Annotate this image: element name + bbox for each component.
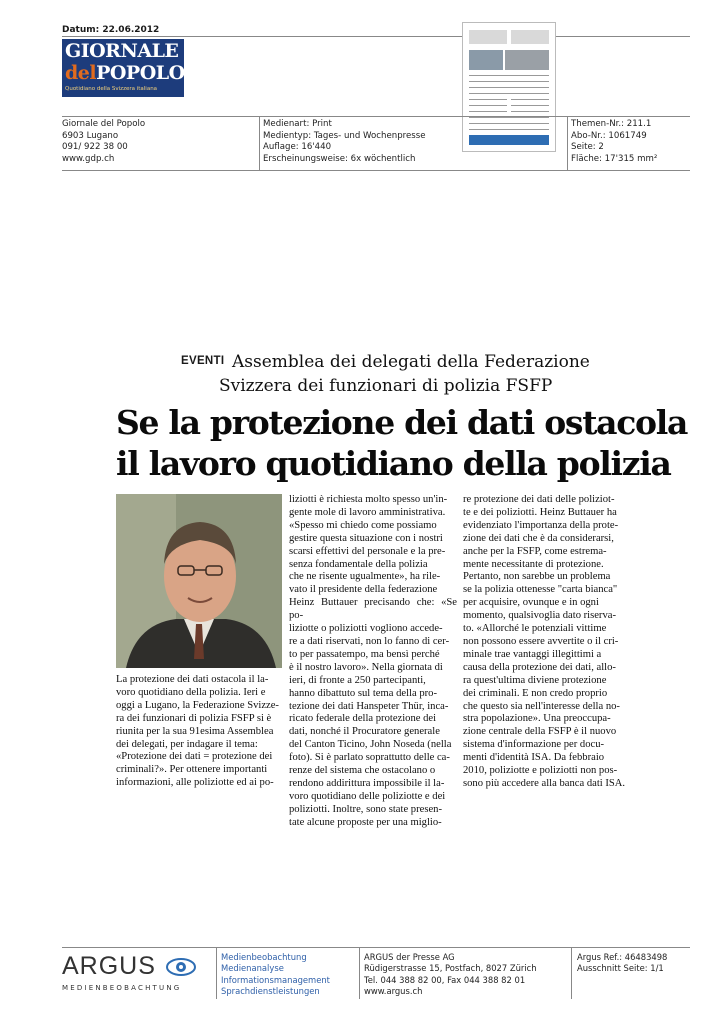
article-photo xyxy=(116,494,282,668)
article-column-1: La protezione dei dati ostacola il la- voro quotidiano della polizia. Ieri e oggi a Lugano, la Federazione Svizze- ra dei funzionari di polizia FSFP si è riunita per la sua 91esima Assemblea dei delegati, per indagare il tema: «Protezione dei dati = protezione dei criminali?». Per ottenere importanti informazioni, alle poliziotte ed ai po- xyxy=(116,674,279,789)
header-mid-rule xyxy=(62,116,690,117)
argus-address: ARGUS der Presse AG Rüdigerstrasse 15, Postfach, 8027 Zürich Tel. 044 388 82 00, Fax 044 388 82 01 www.argus.ch xyxy=(364,952,537,996)
header-top-rule xyxy=(62,36,690,37)
article-title-line2: il lavoro quotidiano della polizia xyxy=(116,444,671,483)
article-subtitle-line1: Assemblea dei delegati della Federazione xyxy=(232,352,590,372)
argus-tagline: MEDIENBEOBACHTUNG xyxy=(62,984,182,992)
argus-references: Argus Ref.: 46483498 Ausschnitt Seite: 1/1 xyxy=(577,952,668,974)
argus-services: Medienbeobachtung Medienanalyse Informationsmanagement Sprachdienstleistungen xyxy=(221,952,330,996)
media-info: Medienart: Print Medientyp: Tages- und Wochenpresse Auflage: 16'440 Erscheinungsweise: 6x wöchentlich xyxy=(263,119,426,164)
argus-logo: ARGUS xyxy=(62,952,196,981)
article-title-line1: Se la protezione dei dati ostacola xyxy=(116,403,688,442)
article-column-3: re protezione dei dati delle poliziot- te e dei poliziotti. Heinz Buttauer ha evidenziato l'importanza della prote- zione dei dati che è da considerarsi, anche per la FSFP, come estrema- mente necessitante di protezione. Pertanto, non sarebbe un problema se la polizia ottenesse "carta bianca" per acquisire, ovunque e in ogni momento, qualsivoglia dato riserva- to. «Allorché le potenziali vittime non possono essere avvertite o il cri- minale trae vantaggi illegittimi a causa della protezione dei dati, allo- ra quest'ultima diviene protezione dei criminali. E non credo proprio che questo sia nell'interesse della no- stra popolazione». Una preoccupa- zione centrale della FSFP è il nuovo sistema d'informazione per docu- menti d'identità ISA. Da febbraio 2010, poliziotte e poliziotti non pos- sono più accedere alla banca dati ISA. xyxy=(463,494,626,789)
date-label: Datum: 22.06.2012 xyxy=(62,25,160,35)
header-bottom-rule xyxy=(62,170,690,171)
eye-icon xyxy=(166,958,196,976)
newspaper-logo: GIORNALE delPOPOLO Quotidiano della Svizzera italiana xyxy=(62,39,184,97)
article-subtitle-line2: Svizzera dei funzionari di polizia FSFP xyxy=(219,376,553,396)
article-column-2: liziotti è richiesta molto spesso un'in- gente mole di lavoro amministrativa. «Spesso mi chiedo come possiamo gestire questa situazione con i nostri scarsi effettivi del personale e la pre- senza fondamentale della polizia che ne risente ugualmente», ha rile- vato il presidente della federazione Heinz Buttauer precisando che: «Se po- liziotte o poliziotti vogliono accede- re a dati riservati, non lo fanno di cer- to per passatempo, ma bensì perché è il nostro lavoro». Nella giornata di ieri, di fronte a 250 partecipanti, hanno dibattuto sul tema della pro- tezione dei dati Hanspeter Thür, inca- ricato federale della protezione dei dati, nonché il Procuratore generale del Canton Ticino, John Noseda (nella foto). Si è parlato soprattutto delle ca- renze del sistema che ostacolano o rendono addirittura impossibile il la- voro quotidiano delle poliziotte e dei poliziotti. Inoltre, sono state presen- tate alcune proposte per una miglio- xyxy=(289,494,457,828)
publisher-info: Giornale del Popolo 6903 Lugano 091/ 922 38 00 www.gdp.ch xyxy=(62,119,146,164)
page-thumbnail xyxy=(462,22,556,152)
article-kicker: EVENTI xyxy=(181,355,225,367)
reference-info: Themen-Nr.: 211.1 Abo-Nr.: 1061749 Seite: 2 Fläche: 17'315 mm² xyxy=(571,119,658,164)
footer-rule xyxy=(62,947,690,948)
